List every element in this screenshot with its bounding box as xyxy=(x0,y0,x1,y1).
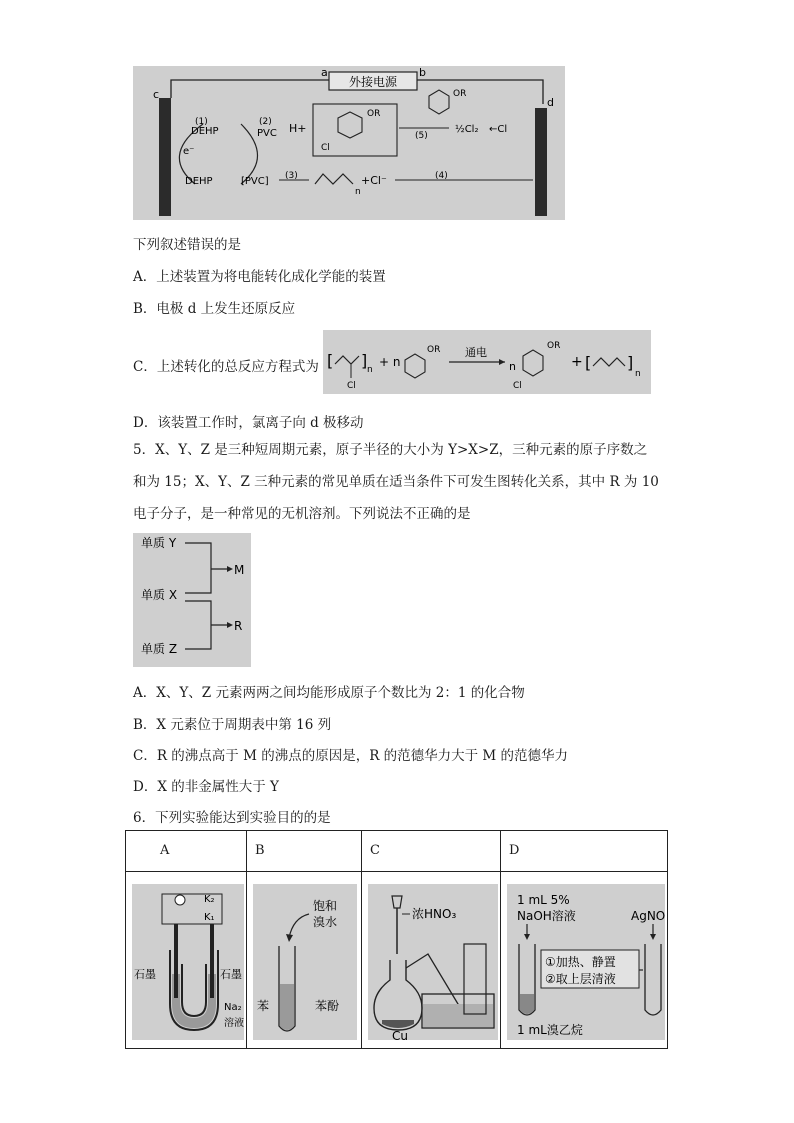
svg-text:]: ] xyxy=(627,353,634,372)
cell-c xyxy=(362,872,501,1049)
total-equation-figure xyxy=(323,330,651,394)
label-agno: AgNO xyxy=(631,909,665,923)
figure-a-u-tube xyxy=(132,884,244,1040)
label-k1: K₁ xyxy=(204,912,215,923)
cl-box: Cl xyxy=(321,143,330,153)
step-4: (4) xyxy=(435,171,448,181)
svg-text:[: [ xyxy=(585,353,592,372)
table-figure-row xyxy=(126,872,668,1049)
svg-text:]: ] xyxy=(361,351,368,370)
step-2: (2) xyxy=(259,117,272,127)
svg-text:+: + xyxy=(571,354,583,370)
cell-d xyxy=(501,872,668,1049)
table-header-row xyxy=(126,831,668,872)
q6-stem: 6．下列实验能达到实验目的的是 xyxy=(133,810,331,826)
header-a: A xyxy=(126,831,247,872)
element-transformation-diagram xyxy=(133,533,251,667)
label-na2: Na₂ xyxy=(224,1002,242,1013)
pvc-bottom: [PVC] xyxy=(241,176,269,187)
q5-line-1: 5．X、Y、Z 是三种短周期元素，原子半径的大小为 Y>X>Z，三种元素的原子序数之 xyxy=(133,442,648,458)
label-bromoethane: 1 mL溴乙烷 xyxy=(517,1023,583,1037)
label-graphite-left: 石墨 xyxy=(134,968,156,981)
figure-b-test-tube xyxy=(253,884,357,1040)
step-1: (1) xyxy=(195,117,208,127)
electrode-c-label: c xyxy=(153,88,160,101)
header-d: D xyxy=(501,831,668,872)
polymer-tail: +Cl⁻ xyxy=(361,174,387,187)
experiment-table xyxy=(125,830,668,1049)
h-plus: H+ xyxy=(289,122,307,135)
cell-a xyxy=(126,872,247,1049)
q5-line-2: 和为 15；X、Y、Z 三种元素的常见单质在适当条件下可发生图转化关系，其中 R 为 10 xyxy=(133,474,659,490)
terminal-b: b xyxy=(419,66,426,79)
svg-text:OR: OR xyxy=(427,345,441,355)
svg-text:Cl: Cl xyxy=(347,381,356,391)
figure-c-flask xyxy=(368,884,498,1040)
step-5: (5) xyxy=(415,131,428,141)
label-bromine-water: 溴水 xyxy=(313,915,338,929)
svg-text:n: n xyxy=(367,365,373,375)
svg-text:+ n: + n xyxy=(379,355,401,369)
q5-stem xyxy=(133,434,663,530)
label-step-heat: ①加热、静置 xyxy=(545,955,616,969)
q5-option-b: B．X 元素位于周期表中第 16 列 xyxy=(133,717,332,733)
or-right: OR xyxy=(453,89,467,99)
dehp-top: DEHP xyxy=(191,126,219,137)
n-polymer: n xyxy=(355,187,361,197)
q5-line-3: 电子分子，是一种常见的无机溶剂。下列说法不正确的是 xyxy=(133,506,471,522)
label-phenol: 苯酚 xyxy=(315,999,340,1013)
q4-option-c: C．上述转化的总反应方程式为 xyxy=(133,359,319,375)
figure-d-hydrolysis xyxy=(507,884,665,1040)
label-graphite-right: 石墨 xyxy=(220,968,242,981)
electrode-d xyxy=(535,108,547,216)
label-solution: 溶液 xyxy=(224,1018,244,1029)
step-3: (3) xyxy=(285,171,298,181)
cell-b xyxy=(247,872,362,1049)
svg-text:OR: OR xyxy=(547,341,561,351)
equation-arrow-label: 通电 xyxy=(465,346,487,359)
label-conc-hno3: 浓HNO₃ xyxy=(412,907,457,921)
pvc-top: PVC xyxy=(257,128,277,139)
q5-option-d: D．X 的非金属性大于 Y xyxy=(133,779,279,795)
q4-stem: 下列叙述错误的是 xyxy=(133,237,241,253)
electrode-c xyxy=(159,98,171,216)
cl-right: ←Cl xyxy=(489,124,508,135)
simple-x: 单质 X xyxy=(141,588,178,602)
svg-text:n: n xyxy=(509,360,516,373)
simple-z: 单质 Z xyxy=(141,642,178,656)
svg-text:[: [ xyxy=(327,351,334,370)
label-copper: Cu xyxy=(392,1029,408,1040)
dehp-bottom: DEHP xyxy=(185,176,213,187)
q4-option-b: B．电极 d 上发生还原反应 xyxy=(133,301,296,317)
q4-option-a: A．上述装置为将电能转化成化学能的装置 xyxy=(133,269,386,285)
label-step-upper: ②取上层清液 xyxy=(545,972,616,986)
label-k2: K₂ xyxy=(204,894,215,905)
svg-text:Cl: Cl xyxy=(513,381,522,391)
label-naoh-solution: NaOH溶液 xyxy=(517,909,576,923)
half-cl2: ½Cl₂ xyxy=(455,124,479,135)
power-label: 外接电源 xyxy=(348,75,398,89)
label-benzene: 苯 xyxy=(257,999,270,1013)
electrolysis-diagram xyxy=(133,66,565,220)
product-r: R xyxy=(234,619,243,633)
label-saturated: 饱和 xyxy=(313,899,338,913)
q5-option-a: A．X、Y、Z 元素两两之间均能形成原子个数比为 2：1 的化合物 xyxy=(133,685,525,701)
header-c: C xyxy=(362,831,501,872)
electrode-d-label: d xyxy=(547,96,554,109)
simple-y: 单质 Y xyxy=(141,536,177,550)
header-b: B xyxy=(247,831,362,872)
terminal-a: a xyxy=(321,66,328,79)
svg-text:n: n xyxy=(635,369,641,379)
label-1ml-5pct: 1 mL 5% xyxy=(517,893,570,907)
or-box: OR xyxy=(367,109,381,119)
electron: e⁻ xyxy=(183,146,195,157)
product-m: M xyxy=(234,563,245,577)
q5-option-c: C．R 的沸点高于 M 的沸点的原因是，R 的范德华力大于 M 的范德华力 xyxy=(133,748,569,764)
q4-option-d: D．该装置工作时，氯离子向 d 极移动 xyxy=(133,415,364,431)
